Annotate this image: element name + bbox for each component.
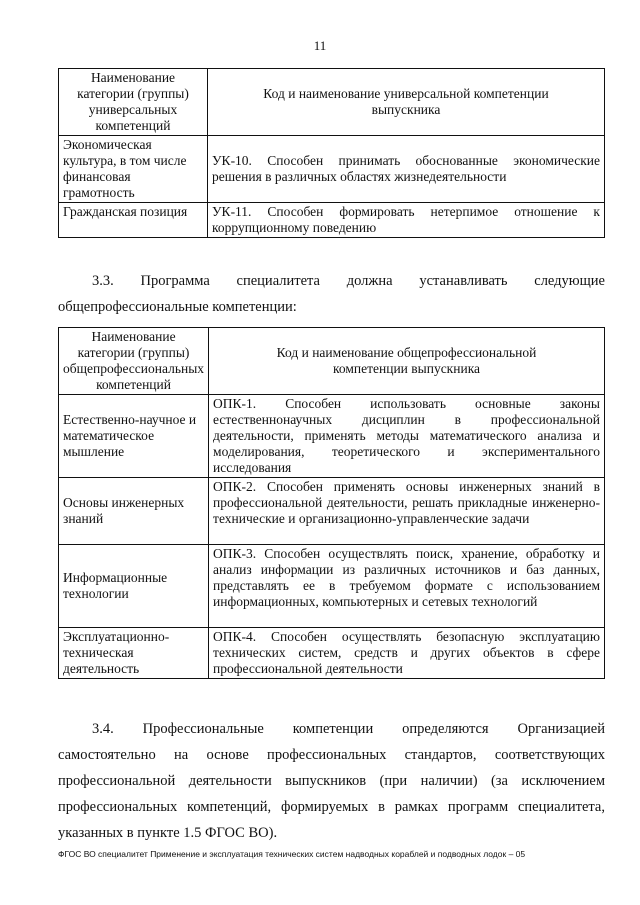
row-category: Естественно-научное и математическое мышление (59, 395, 209, 478)
row-category: Экономическая культура, в том числе финансовая грамотность (59, 136, 208, 203)
table-row (59, 136, 605, 203)
table-header-row (59, 69, 605, 136)
page-number: 11 (313, 38, 327, 53)
document-footer: ФГОС ВО специалитет Применение и эксплуатация технических систем надводных кораблей и подводных лодок – 05 (58, 849, 526, 859)
row-category: Информационные технологии (59, 545, 209, 628)
row-competence: ОПК-4. Способен осуществлять безопасную эксплуатацию технических систем, средств и других объектов в сфере профессиональной деятельности (209, 628, 605, 679)
general-professional-competencies-table (58, 327, 605, 679)
table-row (59, 545, 605, 628)
universal-competencies-table (58, 68, 605, 238)
paragraph-3-4 (58, 716, 605, 846)
row-competence: УК-11. Способен формировать нетерпимое отношение к коррупционному поведению (208, 203, 605, 238)
table-row (59, 203, 605, 238)
paragraph-text: Профессиональные компетенции определяются Организацией самостоятельно на основе профессиональных стандартов, соответствующих профессиональной деятельности выпускников (при наличии) (за исключением профессиональных компетенций, формируемых в рамках программ специалитета, указанных в пункте 1.5 ФГОС ВО). (58, 721, 606, 841)
header-competence: Код и наименование общепрофессиональной компетенции выпускника (209, 328, 605, 395)
row-category: Основы инженерных знаний (59, 478, 209, 545)
table-row (59, 478, 605, 545)
paragraph-number: 3.4. (92, 721, 114, 737)
row-competence: ОПК-1. Способен использовать основные законы естественнонаучных дисциплин в профессиональной деятельности, применять методы математического анализа и моделирования, теоретического и экспериментального исследования (209, 395, 605, 478)
table-header-row (59, 328, 605, 395)
paragraph-number: 3.3. (92, 273, 114, 289)
row-competence: ОПК-3. Способен осуществлять поиск, хранение, обработку и анализ информации из различных источников и баз данных, представлять ее в требуемом формате с использованием информационных, компьютерных и сетевых технологий (209, 545, 605, 628)
paragraph-text: Программа специалитета должна устанавливать следующие общепрофессиональные компетенции: (58, 273, 605, 315)
row-competence: УК-10. Способен принимать обоснованные экономические решения в различных областях жизнедеятельности (208, 136, 605, 203)
header-category: Наименование категории (группы) общепрофессиональных компетенций (59, 328, 209, 395)
table-row (59, 395, 605, 478)
paragraph-3-3 (58, 268, 605, 320)
row-category: Эксплуатационно-техническая деятельность (59, 628, 209, 679)
header-competence: Код и наименование универсальной компетенции выпускника (208, 69, 605, 136)
table-row (59, 628, 605, 679)
row-competence: ОПК-2. Способен применять основы инженерных знаний в профессиональной деятельности, решать прикладные инженерно-технические и организационно-управленческие задачи (209, 478, 605, 545)
header-category: Наименование категории (группы) универсальных компетенций (59, 69, 208, 136)
row-category: Гражданская позиция (59, 203, 208, 238)
